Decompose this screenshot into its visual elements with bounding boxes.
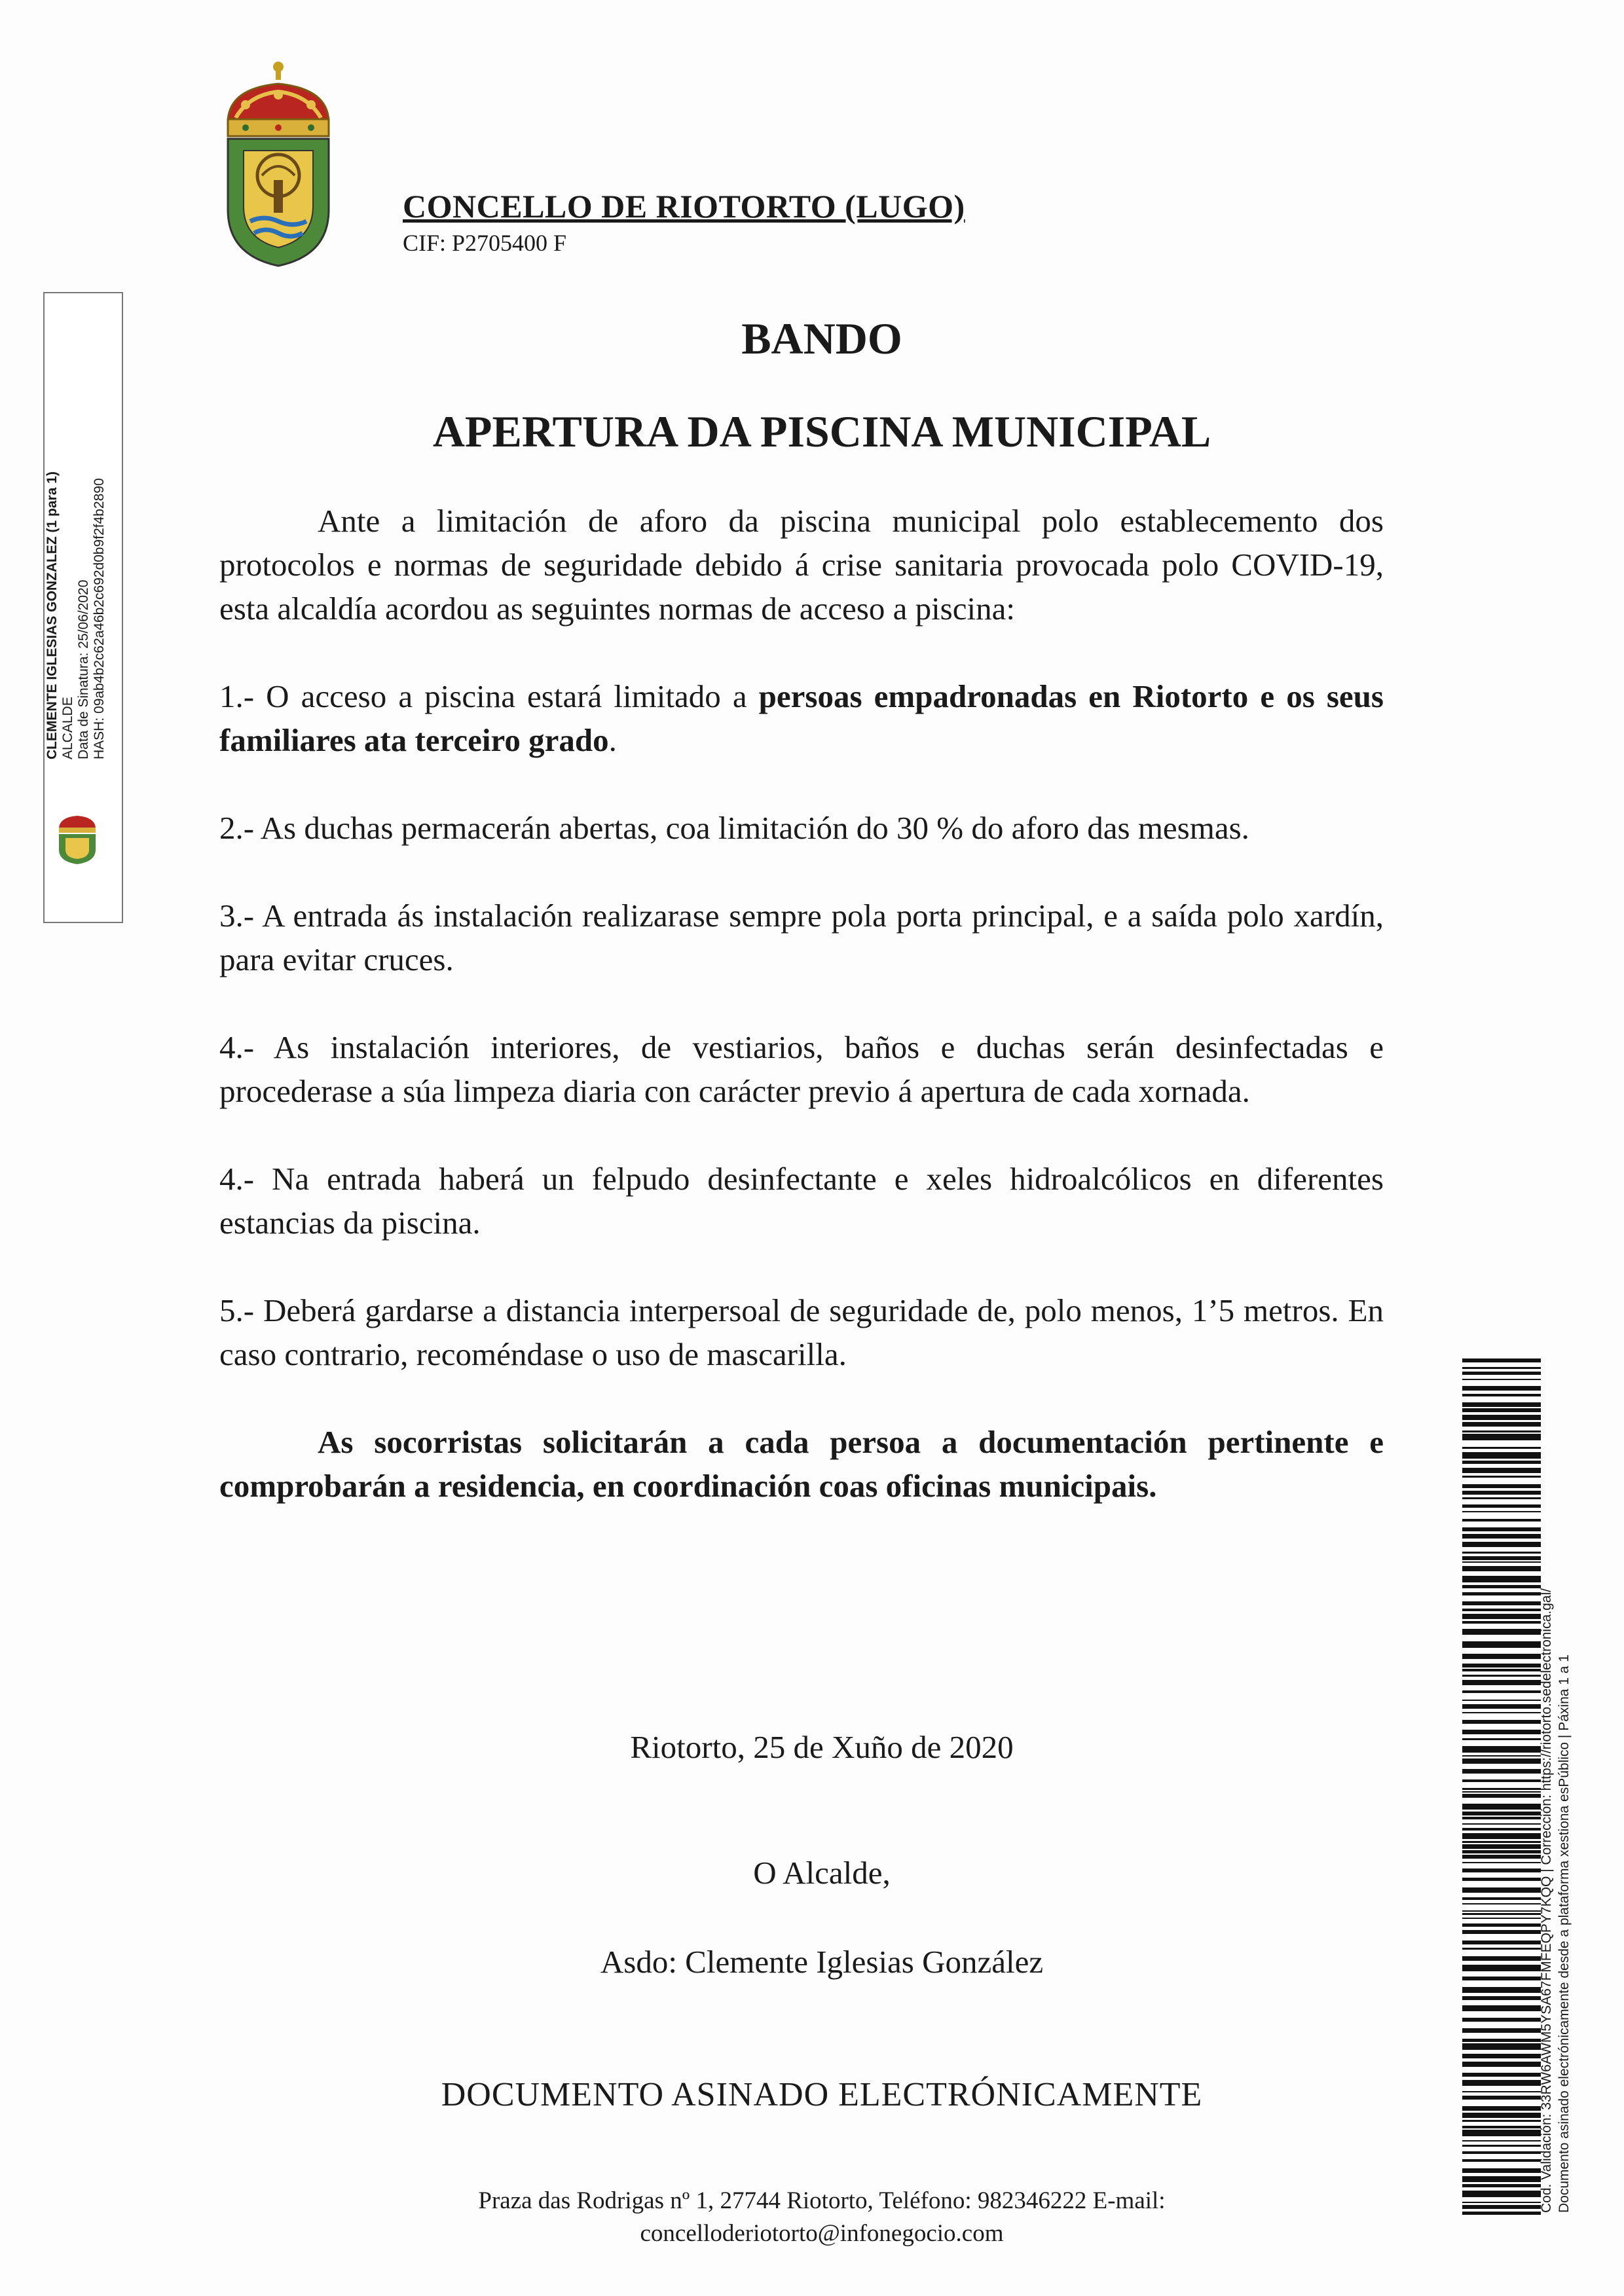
organization-name: CONCELLO DE RIOTORTO (LUGO) xyxy=(403,188,965,225)
barcode-bar xyxy=(1462,2145,1541,2147)
barcode-bar xyxy=(1462,2151,1541,2154)
barcode-bar xyxy=(1462,1755,1541,1757)
barcode-bar xyxy=(1462,1817,1541,1819)
rule-1 xyxy=(219,674,1384,762)
barcode-bar xyxy=(1462,1641,1541,1648)
barcode-bar xyxy=(1462,1918,1541,1919)
barcode-bar xyxy=(1462,1504,1541,1508)
barcode-bar xyxy=(1462,1592,1541,1595)
barcode-bar xyxy=(1462,2073,1541,2077)
barcode-bar xyxy=(1462,1956,1541,1961)
barcode-bar xyxy=(1462,1452,1541,1459)
barcode-icon xyxy=(1462,1358,1541,2216)
barcode-bar xyxy=(1462,1758,1541,1764)
barcode-bar xyxy=(1462,1430,1541,1432)
barcode-bar xyxy=(1462,1534,1541,1539)
barcode-bar xyxy=(1462,1434,1541,1440)
barcode-bar xyxy=(1462,1910,1541,1912)
barcode-bar xyxy=(1462,1519,1541,1522)
barcode-bar xyxy=(1462,1704,1541,1709)
barcode-bar xyxy=(1462,1823,1541,1825)
barcode-bar xyxy=(1462,2106,1541,2111)
barcode-bar xyxy=(1462,1987,1541,1993)
document-type-title: BANDO xyxy=(741,314,902,363)
barcode-bar xyxy=(1462,1700,1541,1701)
barcode-bar xyxy=(1462,1720,1541,1724)
barcode-bar xyxy=(1462,2043,1541,2050)
footer-email: concelloderiotorto@infonegocio.com xyxy=(640,2220,1004,2247)
barcode-bar xyxy=(1462,2005,1541,2011)
barcode-bar xyxy=(1462,1690,1541,1693)
barcode-bar xyxy=(1462,1941,1541,1944)
barcode-bar xyxy=(1462,1566,1541,1571)
rule-4b: 4.- Na entrada haberá un felpudo desinfectante e xeles hidroalcólicos en diferentes estancias da piscina. xyxy=(219,1161,1384,1241)
barcode-bar xyxy=(1462,1769,1541,1774)
barcode-bar xyxy=(1462,1868,1541,1872)
barcode-bar xyxy=(1462,1730,1541,1734)
barcode-bar xyxy=(1462,1394,1541,1396)
rule-4a: 4.- As instalación interiores, de vestiarios, baños e duchas serán desinfectadas e procederase a súa limpeza diaria con carácter previo á apertura de cada xornada. xyxy=(219,1029,1384,1109)
barcode-bar xyxy=(1462,1996,1541,2000)
barcode-bar xyxy=(1462,1977,1541,1980)
coat-of-arms-icon xyxy=(216,59,341,268)
stamp-date: Data de Sinatura: 25/06/2020 xyxy=(76,579,91,759)
electronic-signature-notice: DOCUMENTO ASINADO ELECTRÓNICAMENTE xyxy=(441,2076,1203,2113)
rule-3: 3.- A entrada ás instalación realizarase sempre pola porta principal, e a saída polo xardín, para evitar cruces. xyxy=(219,898,1384,977)
barcode-bar xyxy=(1462,2018,1541,2022)
barcode-bar xyxy=(1462,1415,1541,1420)
barcode-bar xyxy=(1462,1497,1541,1499)
barcode-bar xyxy=(1462,1585,1541,1588)
barcode-bar xyxy=(1462,1844,1541,1849)
barcode-bar xyxy=(1462,2176,1541,2182)
stamp-hash: HASH: 09ab4b2c62a46b2c692d0b9f2f4b2890 xyxy=(92,478,107,759)
barcode-bar xyxy=(1462,1484,1541,1488)
barcode-bar xyxy=(1462,2126,1541,2128)
barcode-bar xyxy=(1462,2096,1541,2100)
place-and-date: Riotorto, 25 de Xuño de 2020 xyxy=(630,1729,1014,1765)
barcode-bar xyxy=(1462,1468,1541,1473)
barcode-bar xyxy=(1462,1878,1541,1881)
barcode-bar xyxy=(1462,1833,1541,1839)
barcode-bar xyxy=(1462,1402,1541,1407)
barcode-bar xyxy=(1462,2062,1541,2067)
validation-code-text xyxy=(1538,1453,1583,2213)
barcode-bar xyxy=(1462,1779,1541,1782)
barcode-bar xyxy=(1462,2212,1541,2215)
barcode-bar xyxy=(1462,1621,1541,1624)
barcode-bar xyxy=(1462,1461,1541,1464)
barcode-bar xyxy=(1462,1791,1541,1793)
barcode-bar xyxy=(1462,1372,1541,1375)
barcode-bar xyxy=(1462,1447,1541,1449)
stamp-role: ALCALDE xyxy=(60,697,75,759)
barcode-bar xyxy=(1462,1850,1541,1853)
stamp-signer: CLEMENTE IGLESIAS GONZALEZ (1 para 1) xyxy=(45,471,60,759)
signer-title: O Alcalde, xyxy=(753,1855,891,1891)
barcode-bar xyxy=(1462,1788,1541,1790)
barcode-bar xyxy=(1462,1841,1541,1843)
barcode-bar xyxy=(1462,1609,1541,1611)
barcode-bar xyxy=(1462,1897,1541,1900)
barcode-bar xyxy=(1462,1552,1541,1554)
rule-1-suffix: . xyxy=(608,722,617,758)
barcode-bar xyxy=(1462,2159,1541,2162)
barcode-bar xyxy=(1462,1561,1541,1563)
barcode-bar xyxy=(1462,2191,1541,2197)
barcode-bar xyxy=(1462,2168,1541,2173)
barcode-bar xyxy=(1462,2028,1541,2033)
barcode-bar xyxy=(1462,2113,1541,2118)
barcode-bar xyxy=(1462,1556,1541,1560)
barcode-bar xyxy=(1462,1746,1541,1753)
barcode-bar xyxy=(1462,1738,1541,1740)
barcode-bar xyxy=(1462,1855,1541,1859)
barcode-bar xyxy=(1462,1669,1541,1671)
barcode-bar xyxy=(1462,2091,1541,2092)
barcode-bar xyxy=(1462,2140,1541,2141)
stamp-crest-icon xyxy=(54,812,101,866)
barcode-bar xyxy=(1462,2054,1541,2058)
rule-1-highlight: persoas empadronadas en Riotorto e os seus familiares ata terceiro grado xyxy=(219,678,1384,758)
barcode-bar xyxy=(1462,1794,1541,1798)
barcode-bar xyxy=(1462,1923,1541,1927)
barcode-bar xyxy=(1462,1680,1541,1685)
validation-line-2: Documento asinado electrónicamente desde a plataforma xestiona esPúblico | Páxina 1 a 1 xyxy=(1557,1654,1572,2213)
barcode-bar xyxy=(1462,2184,1541,2187)
footer-address: Praza das Rodrigas nº 1, 27744 Riotorto, Teléfono: 982346222 E-mail: xyxy=(478,2187,1166,2214)
signature-stamp-text xyxy=(45,380,118,759)
barcode-bar xyxy=(1462,1675,1541,1677)
barcode-bar xyxy=(1462,1913,1541,1915)
barcode-bar xyxy=(1462,1930,1541,1934)
barcode-bar xyxy=(1462,1887,1541,1893)
barcode-bar xyxy=(1462,1542,1541,1547)
barcode-bar xyxy=(1462,1511,1541,1512)
barcode-bar xyxy=(1462,2205,1541,2209)
barcode-bar xyxy=(1462,1422,1541,1427)
barcode-bar xyxy=(1462,1491,1541,1495)
barcode-bar xyxy=(1462,1408,1541,1412)
barcode-bar xyxy=(1462,2120,1541,2122)
barcode-bar xyxy=(1462,2202,1541,2203)
barcode-bar xyxy=(1462,1828,1541,1831)
closing-paragraph: As socorristas solicitarán a cada persoa a documentación pertinente e comprobarán a residencia, en coordinación coas oficinas municipais. xyxy=(219,1424,1384,1504)
document-main-title: APERTURA DA PISCINA MUNICIPAL xyxy=(432,407,1211,456)
document-body xyxy=(219,499,1384,1552)
barcode-bar xyxy=(1462,2039,1541,2042)
barcode-bar xyxy=(1462,1862,1541,1863)
barcode-bar xyxy=(1462,1903,1541,1904)
organization-cif: CIF: P2705400 F xyxy=(403,230,567,256)
barcode-bar xyxy=(1462,1576,1541,1582)
barcode-bar xyxy=(1462,2080,1541,2086)
barcode-bar xyxy=(1462,1654,1541,1659)
barcode-bar xyxy=(1462,1629,1541,1635)
barcode-bar xyxy=(1462,1812,1541,1815)
rule-1-prefix: 1.- O acceso a piscina estará limitado a xyxy=(219,678,759,714)
barcode-bar xyxy=(1462,2130,1541,2136)
rule-5: 5.- Deberá gardarse a distancia interpersoal de seguridade de, polo menos, 1’5 metros. En caso contrario, recoméndase o uso de mascarilla. xyxy=(219,1292,1384,1372)
validation-line-1: Cod. Validación: 33RW6AWM5YSA67FMFEQPY7KQQ | Corrección: https://riotorto.sedelectronica.gal/ xyxy=(1539,1588,1554,2213)
barcode-bar xyxy=(1462,1379,1541,1380)
signer-name: Asdo: Clemente Iglesias González xyxy=(600,1944,1044,1980)
intro-paragraph: Ante a limitación de aforo da piscina municipal polo establecemento dos protocolos e normas de seguridade debido á crise sanitaria provocada polo COVID-19, esta alcaldía acordou as seguintes normas de acceso a piscina: xyxy=(219,503,1384,627)
barcode-bar xyxy=(1462,1614,1541,1619)
barcode-bar xyxy=(1462,1804,1541,1810)
rule-2: 2.- As duchas permacerán abertas, coa limitación do 30 % do aforo das mesmas. xyxy=(219,810,1249,846)
barcode-bar xyxy=(1462,1664,1541,1667)
barcode-bar xyxy=(1462,1601,1541,1605)
barcode-bar xyxy=(1462,1527,1541,1531)
barcode-bar xyxy=(1462,1386,1541,1391)
barcode-bar xyxy=(1462,1476,1541,1478)
barcode-bar xyxy=(1462,1358,1541,1362)
barcode-bar xyxy=(1462,1712,1541,1713)
barcode-bar xyxy=(1462,1965,1541,1971)
barcode-bar xyxy=(1462,1367,1541,1369)
barcode-bar xyxy=(1462,1948,1541,1950)
